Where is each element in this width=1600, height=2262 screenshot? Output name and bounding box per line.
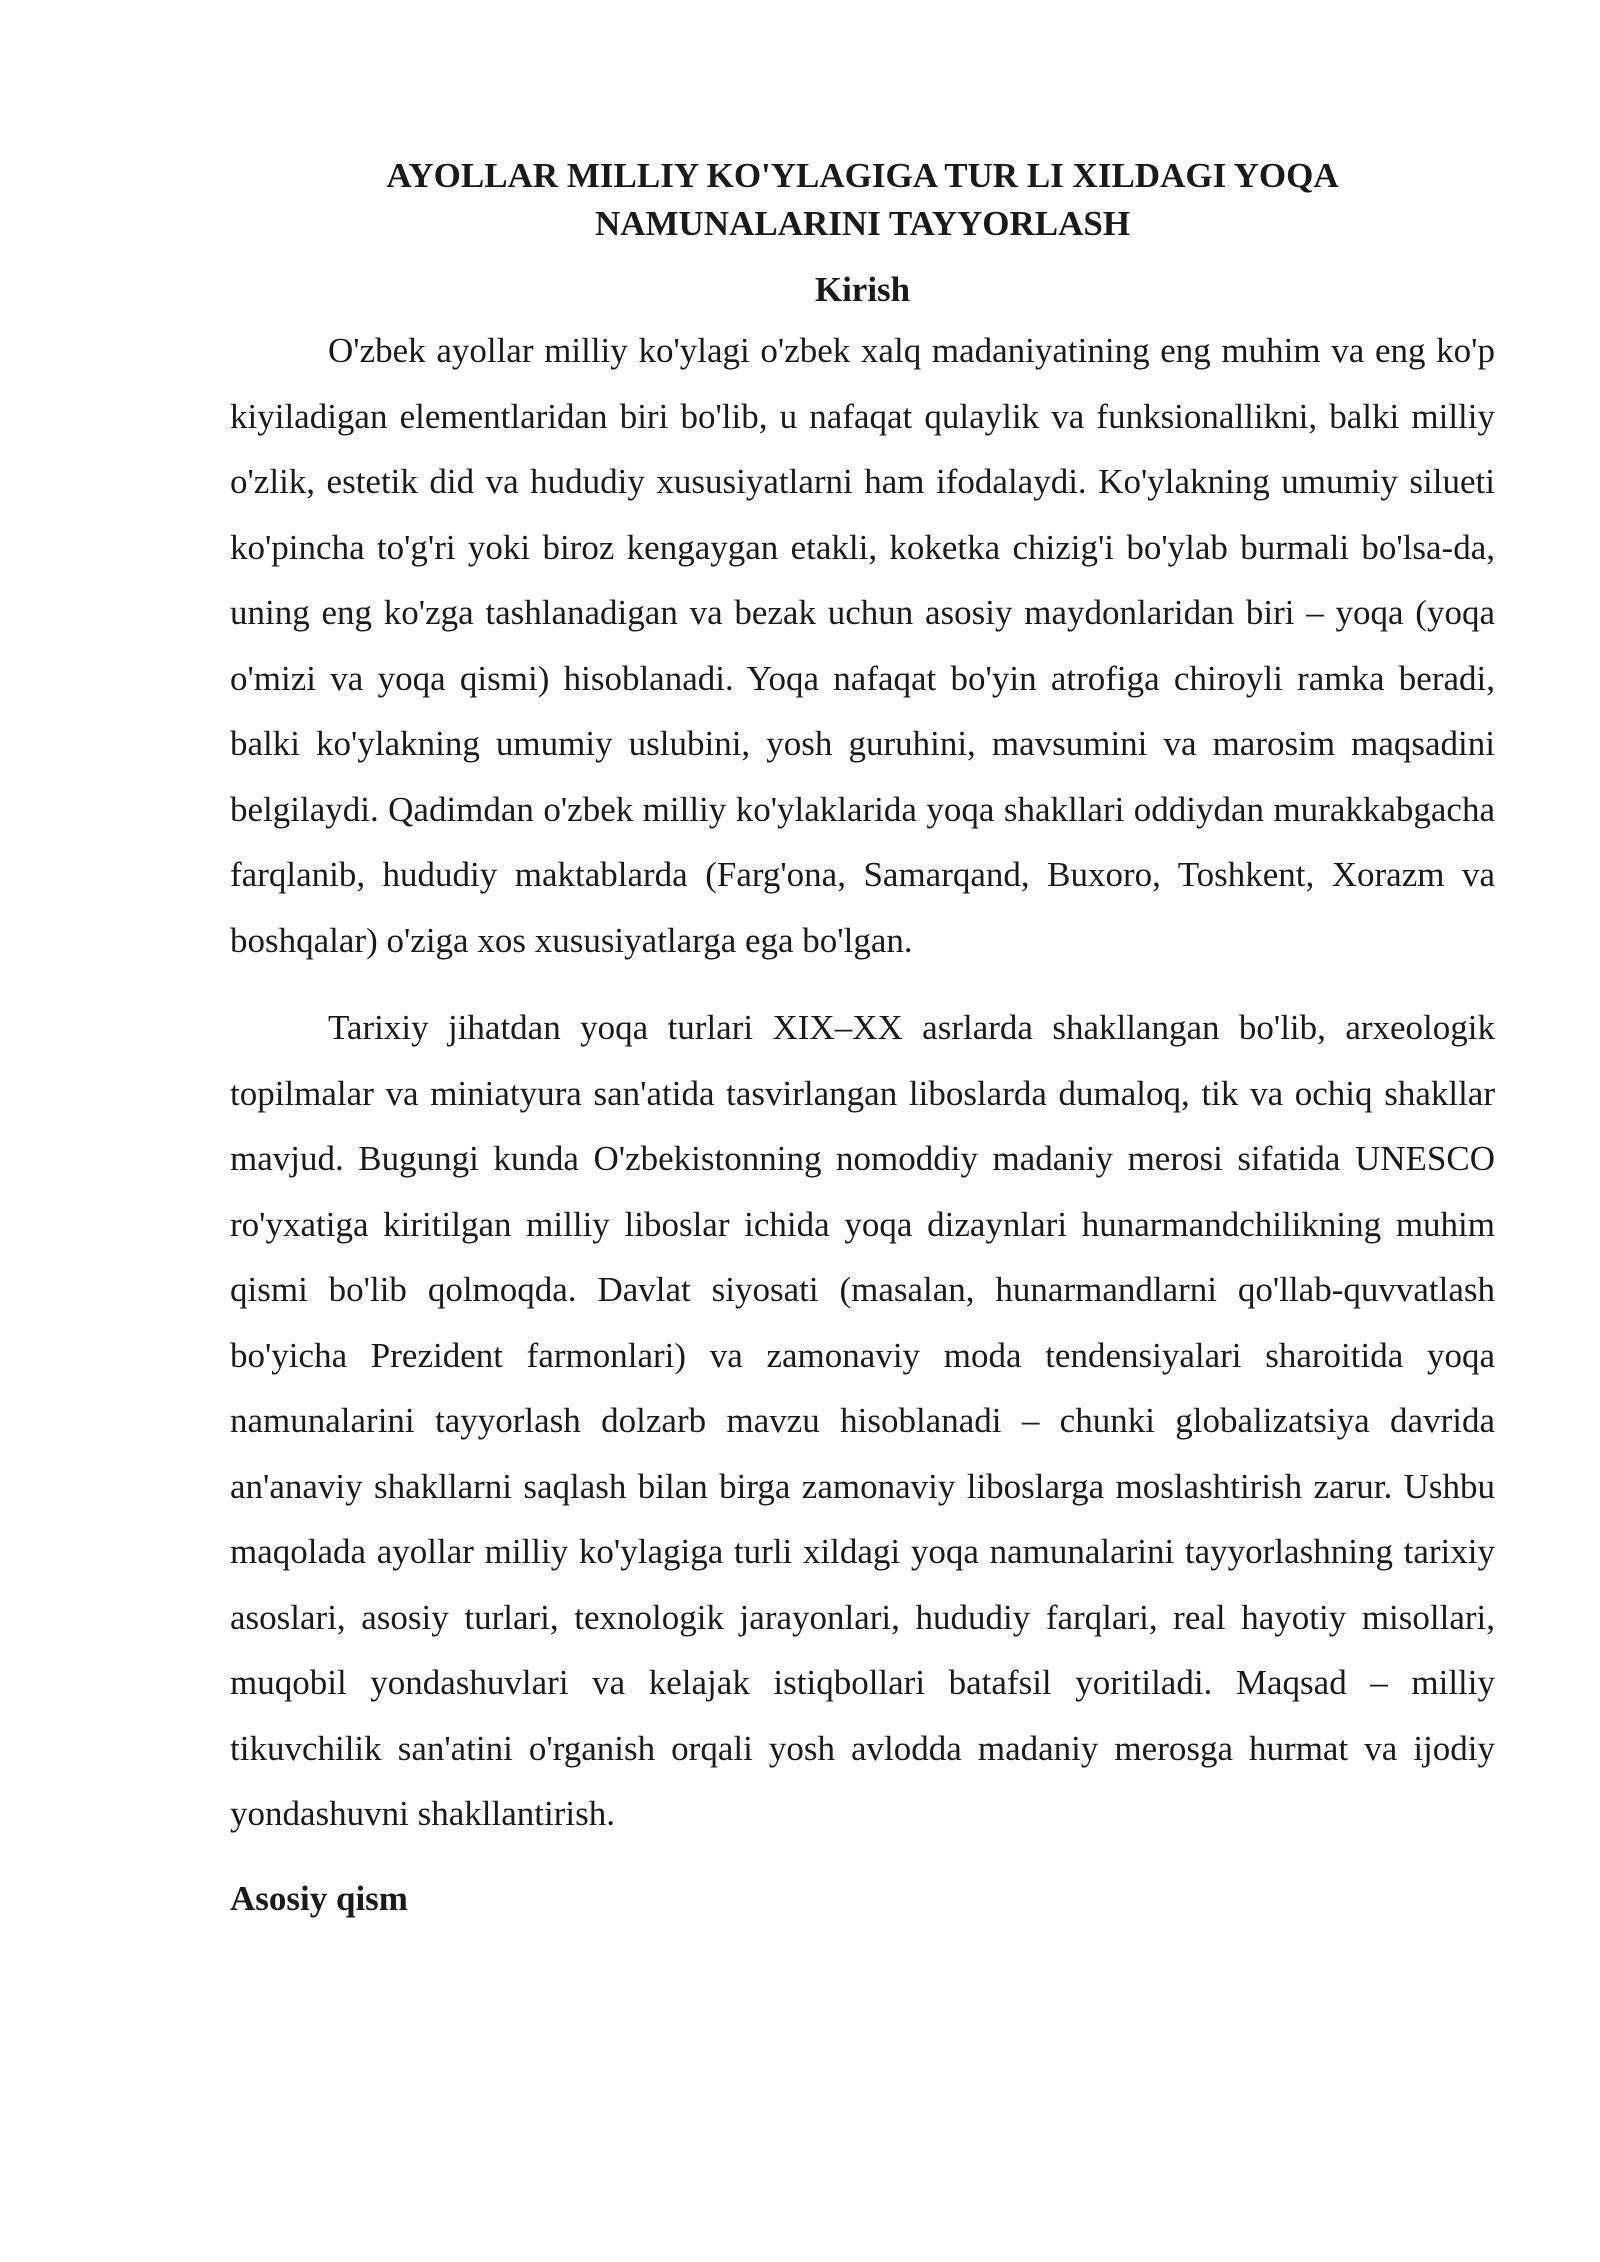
paragraph-2: Tarixiy jihatdan yoqa turlari XIX–XX asrlarda shakllangan bo'lib, arxeologik topilmalar va miniatyura san'atida tasvirlangan liboslarda dumaloq, tik va ochiq shakllar mavjud. Bugungi kunda O'zbekistonning nomoddiy madaniy merosi sifatida UNESCO ro'yxatiga kiritilgan milliy liboslar ichida yoqa dizaynlari hunarmandchilikning muhim qismi bo'lib qolmoqda. Davlat siyosati (masalan, hunarmandlarni qo'llab-quvvatlash bo'yicha Prezident farmonlari) va zamonaviy moda tendensiyalari sharoitida yoqa namunalarini tayyorlash dolzarb mavzu hisoblanadi – chunki globalizatsiya davrida an'anaviy shakllarni saqlash bilan birga zamonaviy liboslarga moslashtirish zarur. Ushbu maqolada ayollar milliy ko'ylagiga turli xildagi yoqa namunalarini tayyorlashning tarixiy asoslari, asosiy turlari, texnologik jarayonlari, hududiy farqlari, real hayotiy misollari, muqobil yondashuvlari va kelajak istiqbollari batafsil yoritiladi. Maqsad – milliy tikuvchilik san'atini o'rganish orqali yosh avlodda madaniy merosga hurmat va ijodiy yondashuvni shakllantirish. [230, 1008, 1495, 1833]
section-heading-asosiy-qism: Asosiy qism [230, 1878, 408, 1918]
title-line-1: AYOLLAR MILLIY KO'YLAGIGA TUR LI XILDAGI YOQA [386, 156, 1339, 195]
document-title [230, 150, 1495, 248]
document-page [230, 150, 1495, 1923]
section-heading-kirish: Kirish [814, 270, 911, 309]
paragraph-1: O'zbek ayollar milliy ko'ylagi o'zbek xalq madaniyatining eng muhim va eng ko'p kiyiladigan elementlaridan biri bo'lib, u nafaqat qulaylik va funksionallikni, balki milliy o'zlik, estetik did va hududiy xususiyatlarni ham ifodalaydi. Ko'ylakning umumiy silueti ko'pincha to'g'ri yoki biroz kengaygan etakli, koketka chizig'i bo'ylab burmali bo'lsa-da, uning eng ko'zga tashlanadigan va bezak uchun asosiy maydonlaridan biri – yoqa (yoqa o'mizi va yoqa qismi) hisoblanadi. Yoqa nafaqat bo'yin atrofiga chiroyli ramka beradi, balki ko'ylakning umumiy uslubini, yosh guruhini, mavsumini va marosim maqsadini belgilaydi. Qadimdan o'zbek milliy ko'ylaklarida yoqa shakllari oddiydan murakkabgacha farqlanib, hududiy maktablarda (Farg'ona, Samarqand, Buxoro, Toshkent, Xorazm va boshqalar) o'ziga xos xususiyatlarga ega bo'lgan. [230, 331, 1495, 960]
title-line-2: NAMUNALARINI TAYYORLASH [594, 204, 1131, 243]
